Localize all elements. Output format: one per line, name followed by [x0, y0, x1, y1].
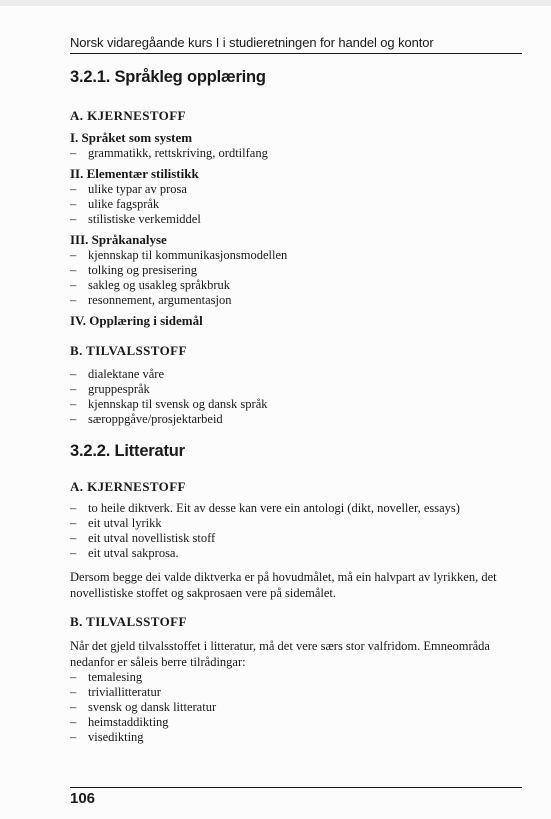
list-item: – visedikting [70, 730, 144, 744]
tilvalsstoff-heading: B. TILVALSSTOFF [70, 343, 187, 358]
group-title-3: III. Språkanalyse [70, 232, 167, 247]
list-item: – temalesing [70, 670, 143, 684]
kjernestoff-heading: A. KJERNESTOFF [70, 108, 186, 123]
group-list-2 [70, 182, 530, 227]
list-item: – heimstaddikting [70, 715, 169, 729]
list-item: – kjennskap til kommunikasjonsmodellen [70, 248, 288, 262]
page-content [70, 64, 530, 745]
page-number: 106 [70, 790, 96, 807]
list-item: – tolking og presisering [70, 263, 198, 277]
tilvalsstoff-heading-2: B. TILVALSSTOFF [70, 614, 187, 629]
paragraph-tilvalsstoff: Når det gjeld tilvalsstoffet i litteratur, må det vere særs stor valfridom. Emneområda nedanfor er såleis berre tilrådingar: [70, 639, 490, 669]
section-title-3-2-2: 3.2.2. Litteratur [70, 442, 185, 460]
list-item: – svensk og dansk litteratur [70, 700, 217, 714]
group-title-4: IV. Opplæring i sidemål [70, 313, 203, 328]
list-item: – dialektane våre [70, 367, 164, 381]
list-item: – ulike typar av prosa [70, 182, 187, 196]
footer-rule [70, 787, 522, 788]
list-item: – kjennskap til svensk og dansk språk [70, 397, 268, 411]
list-item: – grammatikk, rettskriving, ordtilfang [70, 146, 268, 160]
list-item: – to heile diktverk. Eit av desse kan vere ein antologi (dikt, noveller, essays) [70, 501, 460, 515]
list-item: – særoppgåve/prosjektarbeid [70, 412, 223, 426]
section-title-3-2-1: 3.2.1. Språkleg opplæring [70, 68, 266, 86]
scan-top-edge [0, 0, 551, 6]
group-title-1: I. Språket som system [70, 130, 193, 145]
list-item: – sakleg og usakleg språkbruk [70, 278, 230, 292]
group-list-3 [70, 248, 530, 308]
list-item: – triviallitteratur [70, 685, 161, 699]
tilvalsstoff-list-2 [70, 670, 530, 745]
paragraph-hovudmal: Dersom begge dei valde diktverka er på hovudmålet, må ein halvpart av lyrikken, det novellistiske stoffet og sakprosaen vere på sidemålet. [70, 570, 497, 600]
list-item: – resonnement, argumentasjon [70, 293, 232, 307]
tilvalsstoff-list [70, 367, 530, 427]
list-item: – eit utval novellistisk stoff [70, 531, 216, 545]
kjernestoff-heading-2: A. KJERNESTOFF [70, 479, 186, 494]
list-item: – eit utval lyrikk [70, 516, 162, 530]
kjernestoff-list-2 [70, 501, 530, 561]
header-rule [70, 53, 522, 54]
list-item: – eit utval sakprosa. [70, 546, 179, 560]
group-title-2: II. Elementær stilistikk [70, 166, 199, 181]
list-item: – stilistiske verkemiddel [70, 212, 201, 226]
list-item: – gruppespråk [70, 382, 150, 396]
list-item: – ulike fagspråk [70, 197, 160, 211]
running-head: Norsk vidaregåande kurs I i studieretningen for handel og kontor [70, 35, 434, 50]
group-list-1 [70, 146, 530, 161]
